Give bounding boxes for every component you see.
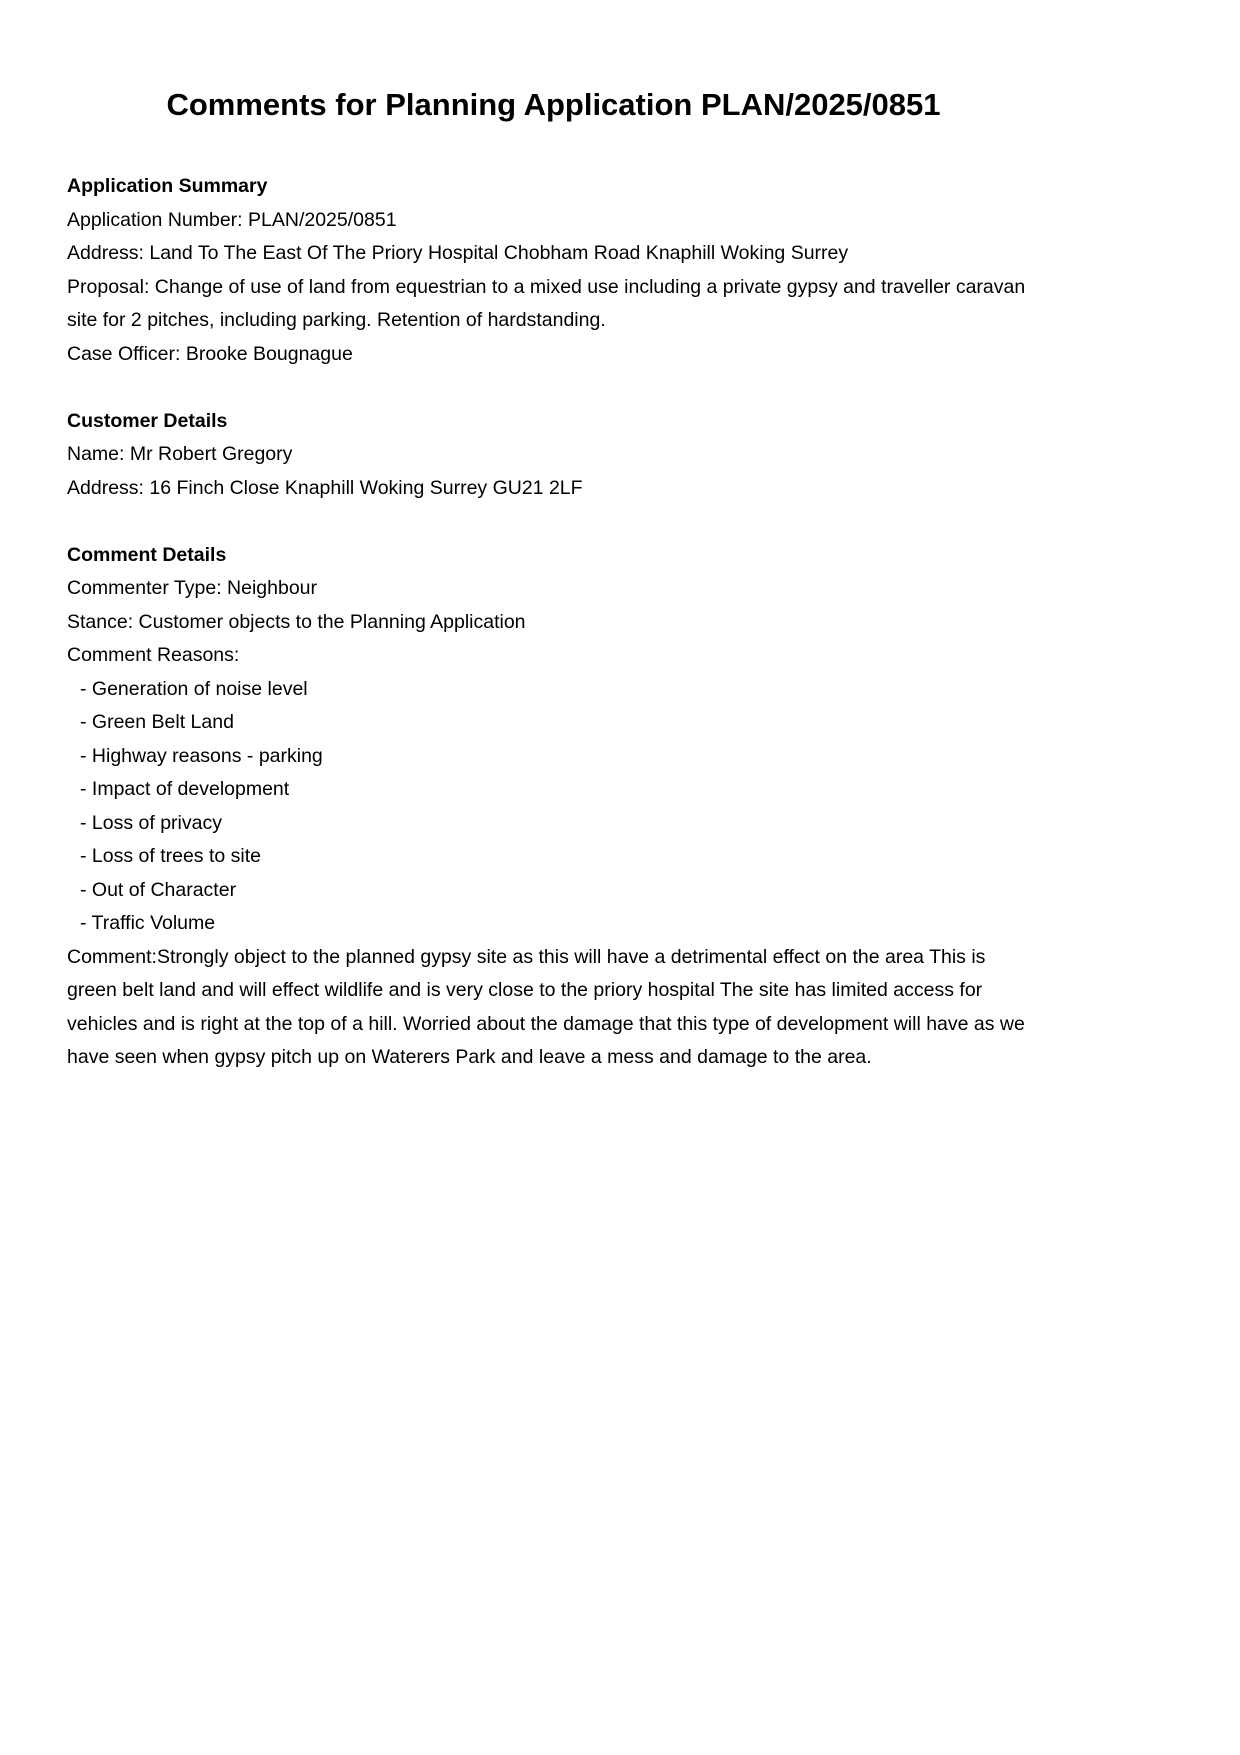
application-number-line: Application Number: PLAN/2025/0851 — [67, 208, 397, 231]
comment-details-heading: Comment Details — [67, 543, 227, 566]
application-summary-heading: Application Summary — [67, 175, 268, 197]
comment-reason-item: - Out of Character — [80, 878, 237, 901]
case-officer-line: Case Officer: Brooke Bougnague — [67, 342, 353, 365]
comment-details-section — [67, 539, 1040, 1075]
comment-reason-item: - Generation of noise level — [80, 677, 308, 700]
comment-reasons-list — [67, 673, 1040, 941]
comment-reason-item: - Traffic Volume — [80, 912, 216, 934]
application-summary-section — [67, 170, 1040, 371]
comment-text: Comment:Strongly object to the planned gypsy site as this will have a detrimental effect on the area This is green belt land and will effect wildlife and is very close to the priory hospital The site has limited access for vehicles and is right at the top of a hill. Worried about the damage that this type of development will have as we have seen when gypsy pitch up on Waterers Park and leave a mess and damage to the area. — [67, 945, 1025, 1068]
comment-reason-item: - Loss of trees to site — [80, 845, 261, 867]
customer-address-line: Address: 16 Finch Close Knaphill Woking Surrey GU21 2LF — [67, 476, 583, 499]
customer-details-section — [67, 405, 1040, 506]
stance-line: Stance: Customer objects to the Planning Application — [67, 610, 526, 633]
comment-reason-item: - Green Belt Land — [80, 711, 234, 733]
comment-reason-item: - Highway reasons - parking — [80, 744, 323, 767]
comment-reason-item: - Impact of development — [80, 778, 290, 800]
document-content — [67, 170, 1040, 1075]
customer-details-heading: Customer Details — [67, 409, 228, 432]
application-proposal-line: Proposal: Change of use of land from equestrian to a mixed use including a private gypsy and traveller caravan site for 2 pitches, including parking. Retention of hardstanding. — [67, 275, 1026, 331]
comment-reason-item: - Loss of privacy — [80, 811, 222, 834]
comment-reasons-label: Comment Reasons: — [67, 644, 240, 666]
page-title: Comments for Planning Application PLAN/2025/0851 — [166, 87, 941, 122]
application-address-line: Address: Land To The East Of The Priory Hospital Chobham Road Knaphill Woking Surrey — [67, 242, 849, 264]
customer-name-line: Name: Mr Robert Gregory — [67, 443, 293, 465]
commenter-type-line: Commenter Type: Neighbour — [67, 577, 318, 599]
